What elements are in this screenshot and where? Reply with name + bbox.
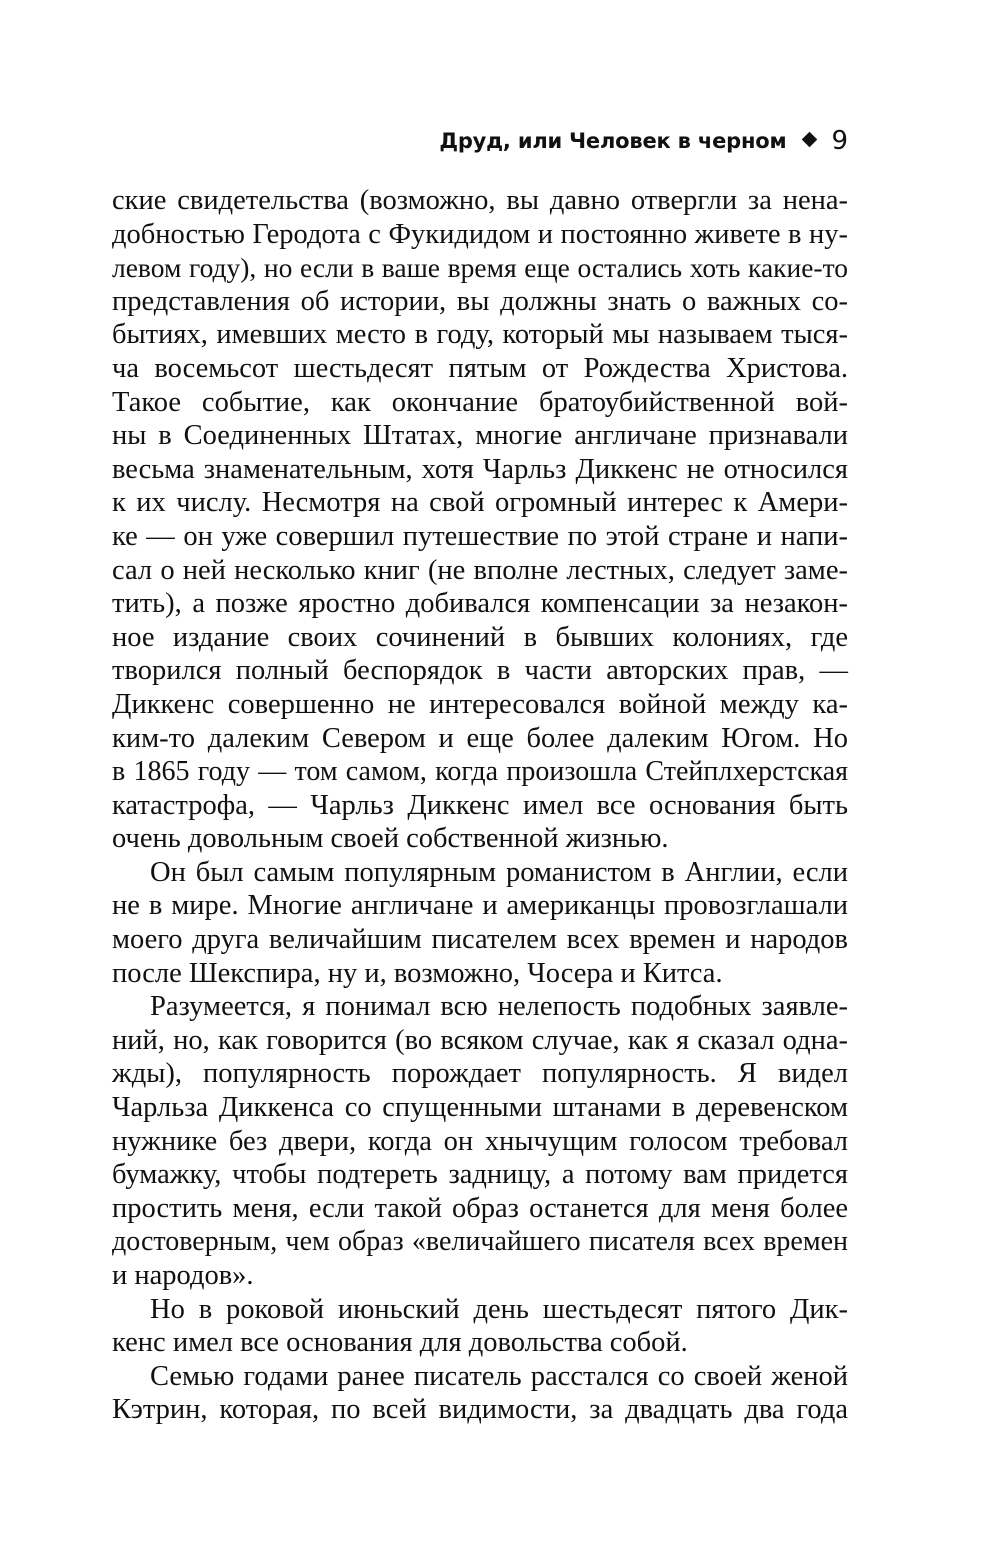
- text-line: не в мире. Многие англичане и американцы провозглашали: [112, 890, 848, 922]
- running-head-title: Друд, или Человек в черном: [439, 129, 787, 153]
- text-line: катастрофа, — Чарльз Диккенс имел все основания быть: [112, 789, 848, 821]
- diamond-ornament-icon: [802, 131, 818, 147]
- text-line: кенс имел все основания для довольства собой.: [112, 1327, 688, 1359]
- text-line: ке — он уже совершил путешествие по этой стране и напи-: [112, 520, 848, 552]
- text-line: простить меня, если такой образ останется для меня более: [112, 1192, 848, 1224]
- text-line: нужнике без двери, когда он хнычущим голосом требовал: [112, 1125, 848, 1157]
- text-line: бытиях, имевших место в году, который мы называем тыся-: [112, 319, 848, 351]
- text-line: левом году), но если в ваше время еще остались хоть какие-то: [112, 252, 848, 284]
- body-text: [112, 184, 848, 1427]
- text-line: и народов».: [112, 1260, 254, 1291]
- text-line: добностью Геродота с Фукидидом и постоянно живете в ну-: [112, 218, 848, 250]
- text-line: ны в Соединенных Штатах, многие англичане признавали: [112, 420, 848, 452]
- text-line: ким-то далеким Севером и еще более далеким Югом. Но: [112, 722, 848, 754]
- text-line: представления об истории, вы должны знать о важных со-: [112, 285, 848, 317]
- page-number: 9: [831, 126, 848, 156]
- text-line: Семью годами ранее писатель расстался со своей женой: [150, 1360, 848, 1392]
- text-line: Он был самым популярным романистом в Англии, если: [150, 856, 848, 888]
- text-line: бумажку, чтобы подтереть задницу, а потому вам придется: [112, 1159, 848, 1191]
- text-line: ча восемьсот шестьдесят пятым от Рождества Христова.: [112, 352, 848, 384]
- text-line: очень довольным своей собственной жизнью.: [112, 823, 669, 855]
- text-line: Такое событие, как окончание братоубийственной вой-: [112, 386, 848, 418]
- running-head: [0, 126, 848, 166]
- text-line: Кэтрин, которая, по всей видимости, за двадцать два года: [112, 1394, 848, 1426]
- text-line: жды), популярность порождает популярность. Я видел: [112, 1058, 848, 1090]
- text-line: сал о ней несколько книг (не вполне лестных, следует заме-: [112, 554, 848, 586]
- text-line: моего друга величайшим писателем всех времен и народов: [112, 924, 848, 956]
- text-line: ний, но, как говорится (во всяком случае, как я сказал одна-: [112, 1024, 848, 1056]
- text-line: творился полный беспорядок в части авторских прав, —: [112, 655, 848, 687]
- text-line: тить), а позже яростно добивался компенсации за незакон-: [112, 588, 848, 620]
- text-line: достоверным, чем образ «величайшего писателя всех времен: [112, 1226, 848, 1258]
- text-line: после Шекспира, ну и, возможно, Чосера и Китса.: [112, 957, 723, 989]
- text-line: ное издание своих сочинений в бывших колониях, где: [112, 621, 848, 653]
- text-line: весьма знаменательным, хотя Чарльз Диккенс не относился: [112, 453, 848, 485]
- text-line: ские свидетельства (возможно, вы давно отвергли за нена-: [112, 185, 848, 216]
- text-line: к их числу. Несмотря на свой огромный интерес к Амери-: [112, 487, 848, 519]
- text-line: Диккенс совершенно не интересовался войной между ка-: [112, 688, 848, 720]
- text-line: Но в роковой июньский день шестьдесят пятого Дик-: [150, 1293, 848, 1325]
- text-line: Чарльза Диккенса со спущенными штанами в деревенском: [112, 1092, 848, 1124]
- text-line: Разумеется, я понимал всю нелепость подобных заявле-: [150, 991, 848, 1023]
- text-line: в 1865 году — том самом, когда произошла Стейплхерстская: [112, 756, 848, 788]
